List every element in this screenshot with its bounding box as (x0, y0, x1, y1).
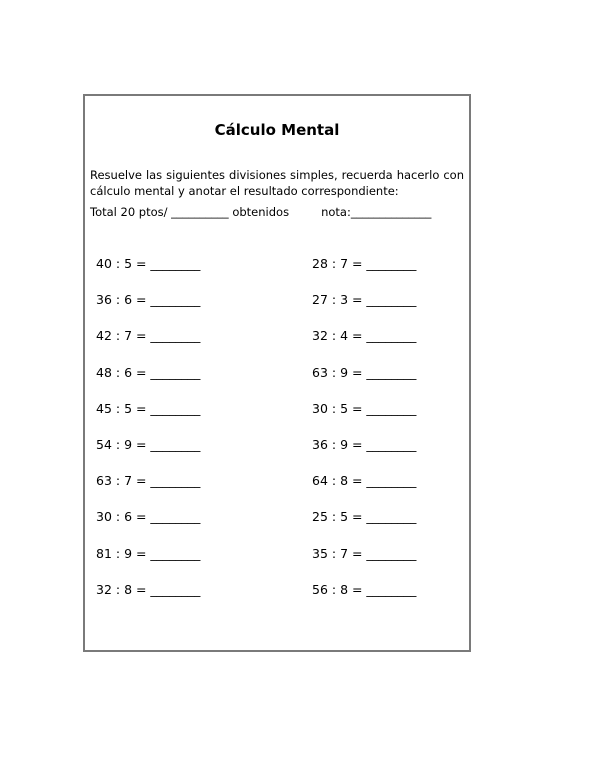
problem-left-7: 63 : 7 = ________ (96, 473, 201, 488)
problem-right-8: 25 : 5 = ________ (312, 509, 417, 524)
problem-left-8: 30 : 6 = ________ (96, 509, 201, 524)
problem-left-3: 42 : 7 = ________ (96, 328, 201, 343)
problem-right-2: 27 : 3 = ________ (312, 292, 417, 307)
problem-left-9: 81 : 9 = ________ (96, 546, 201, 561)
problem-left-1: 40 : 5 = ________ (96, 256, 201, 271)
problem-left-5: 45 : 5 = ________ (96, 401, 201, 416)
grade-text: nota:______________ (321, 205, 432, 219)
problem-right-4: 63 : 9 = ________ (312, 365, 417, 380)
total-points-text: Total 20 ptos/ __________ obtenidos (90, 205, 290, 219)
problem-right-6: 36 : 9 = ________ (312, 437, 417, 452)
problem-right-1: 28 : 7 = ________ (312, 256, 417, 271)
problem-right-10: 56 : 8 = ________ (312, 582, 417, 597)
worksheet-frame (83, 94, 471, 652)
problem-left-2: 36 : 6 = ________ (96, 292, 201, 307)
problem-right-7: 64 : 8 = ________ (312, 473, 417, 488)
problem-right-3: 32 : 4 = ________ (312, 328, 417, 343)
score-line (90, 205, 431, 219)
problem-left-10: 32 : 8 = ________ (96, 582, 201, 597)
problem-left-6: 54 : 9 = ________ (96, 437, 201, 452)
problem-left-4: 48 : 6 = ________ (96, 365, 201, 380)
worksheet-title: Cálculo Mental (214, 121, 340, 139)
problems-grid (85, 256, 469, 606)
instructions-text: Resuelve las siguientes divisiones simples, recuerda hacerlo con cálculo mental y anotar el resultado correspondiente: (90, 168, 464, 198)
problem-right-9: 35 : 7 = ________ (312, 546, 417, 561)
problem-right-5: 30 : 5 = ________ (312, 401, 417, 416)
